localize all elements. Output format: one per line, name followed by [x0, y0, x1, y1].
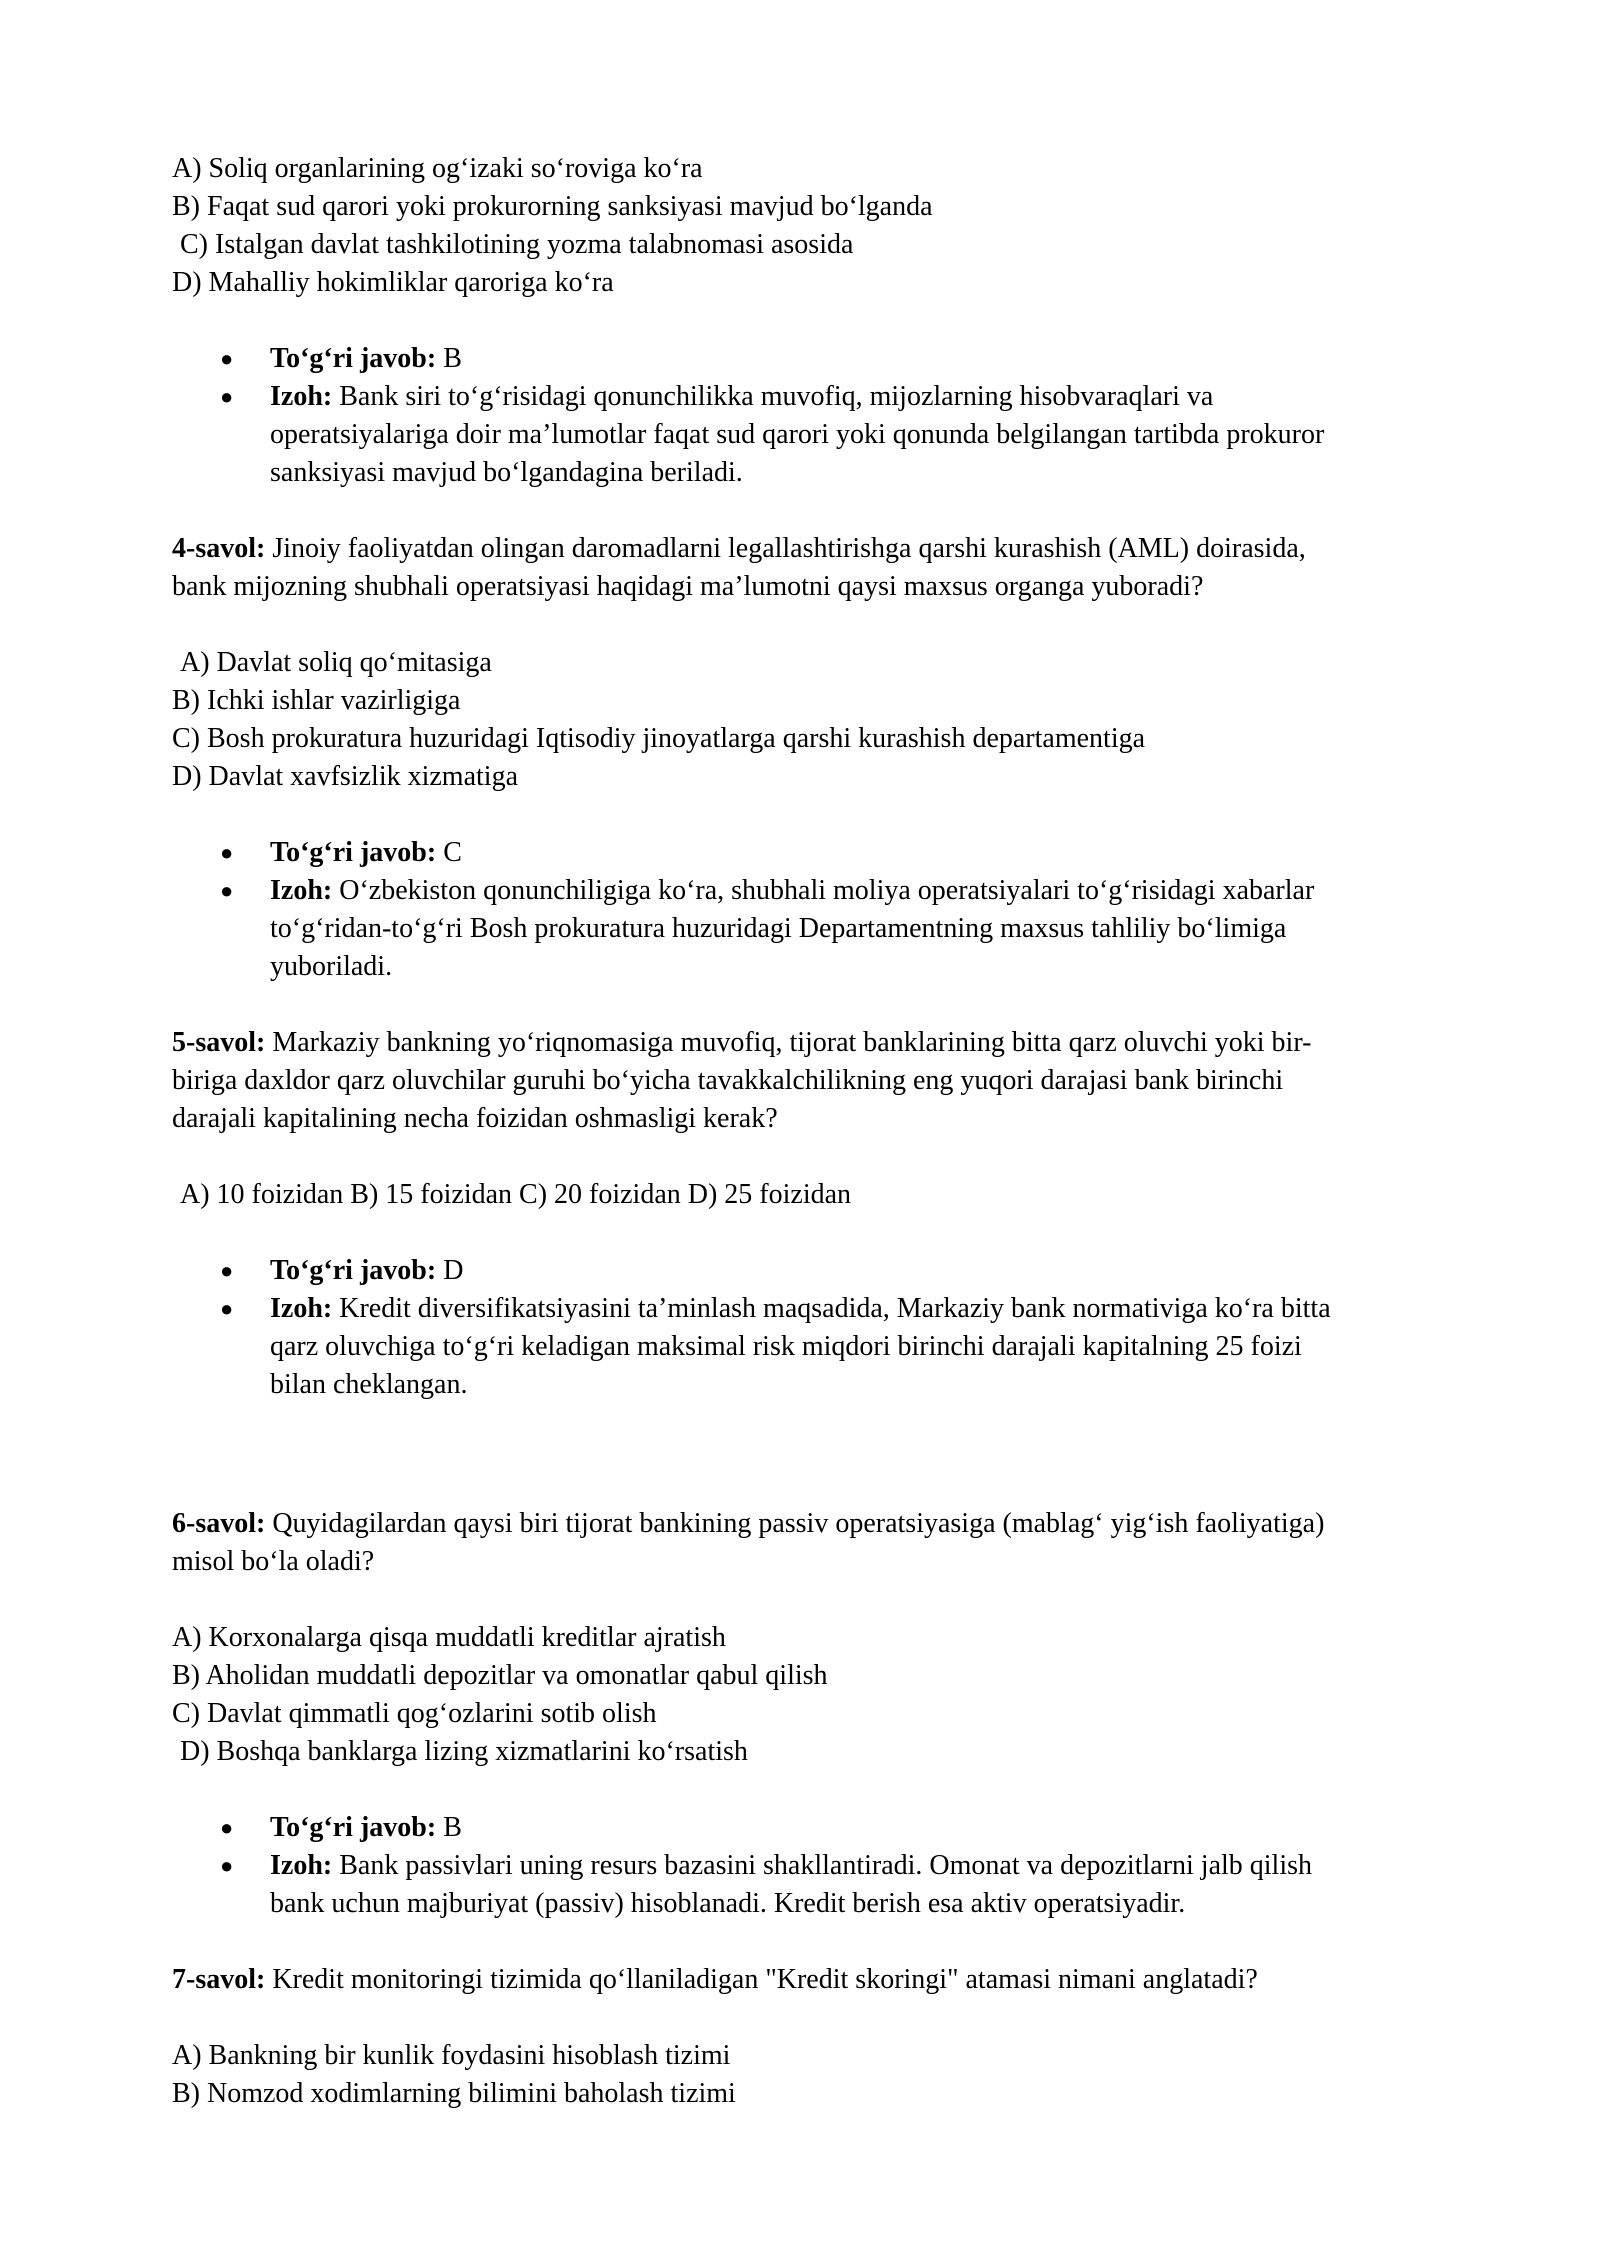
q5-correct-answer	[220, 1252, 1512, 1290]
q6-explain-line: bank uchun majburiyat (passiv) hisoblanadi. Kredit berish esa aktiv operatsiyadir.	[270, 1888, 1186, 1919]
q4-option-c: C) Bosh prokuratura huzuridagi Iqtisodiy jinoyatlarga qarshi kurashish departamentiga	[172, 723, 1146, 754]
q6-correct-answer	[220, 1809, 1512, 1847]
q6-option-d: D) Boshqa banklarga lizing xizmatlarini ko‘rsatish	[180, 1736, 748, 1767]
q7-option-a: A) Bankning bir kunlik foydasini hisoblash tizimi	[172, 2040, 731, 2071]
q5-explain-line: Kredit diversifikatsiyasini ta’minlash maqsadida, Markaziy bank normativiga ko‘ra bitta	[332, 1293, 1331, 1324]
q3-explain-line: sanksiyasi mavjud bo‘lgandagina beriladi.	[270, 457, 743, 488]
q3-option-b: B) Faqat sud qarori yoki prokurorning sanksiyasi mavjud bo‘lganda	[172, 191, 933, 222]
q6-explain-line: Bank passivlari uning resurs bazasini shakllantiradi. Omonat va depozitlarni jalb qilish	[332, 1850, 1313, 1881]
q4-text-line: Jinoiy faoliyatdan olingan daromadlarni legallashtirishga qarshi kurashish (AML) doirasida,	[265, 533, 1306, 564]
q5-text-line: biriga daxldor qarz oluvchilar guruhi bo‘yicha tavakkalchilikning eng yuqori darajasi bank birinchi	[172, 1065, 1284, 1096]
explain-label: Izoh:	[270, 381, 333, 412]
q6-option-b: B) Aholidan muddatli depozitlar va omonatlar qabul qilish	[172, 1660, 828, 1691]
q6-answer-value: B	[436, 1812, 462, 1843]
bullet-icon: ●	[220, 1853, 234, 1878]
bullet-icon: ●	[220, 384, 234, 409]
q4-explanation	[220, 872, 1512, 986]
q6-text-line: Quyidagilardan qaysi biri tijorat bankining passiv operatsiyasiga (mablag‘ yig‘ish faoliyatiga)	[265, 1508, 1325, 1539]
correct-label: To‘g‘ri javob:	[270, 1812, 437, 1843]
q5-text-line: Markaziy bankning yo‘riqnomasiga muvofiq, tijorat banklarining bitta qarz oluvchi yoki bir-	[265, 1027, 1312, 1058]
q4-text-line: bank mijozning shubhali operatsiyasi haqidagi ma’lumotni qaysi maxsus organga yuboradi?	[172, 571, 1204, 602]
q6-label: 6-savol:	[172, 1508, 266, 1539]
q5-label: 5-savol:	[172, 1027, 266, 1058]
q5-explain-line: bilan cheklangan.	[270, 1369, 468, 1400]
q5-text-line: darajali kapitalining necha foizidan oshmasligi kerak?	[172, 1103, 778, 1134]
q7-question	[172, 1961, 1512, 1999]
q3-options	[172, 150, 1512, 302]
q3-explanation	[220, 378, 1512, 492]
q3-option-a: A) Soliq organlarining og‘izaki so‘roviga ko‘ra	[172, 153, 703, 184]
q7-label: 7-savol:	[172, 1964, 266, 1995]
q6-explanation	[220, 1847, 1512, 1923]
q5-explanation	[220, 1290, 1512, 1404]
q4-option-d: D) Davlat xavfsizlik xizmatiga	[172, 761, 518, 792]
q4-answer-list	[172, 834, 1512, 986]
q6-text-line: misol bo‘la oladi?	[172, 1546, 375, 1577]
q4-explain-line: yuboriladi.	[270, 951, 393, 982]
q4-question	[172, 530, 1512, 606]
bullet-icon: ●	[220, 878, 234, 903]
explain-label: Izoh:	[270, 875, 333, 906]
q7-text: Kredit monitoringi tizimida qo‘llaniladigan "Kredit skoringi" atamasi nimani anglatadi?	[265, 1964, 1258, 1995]
q5-explain-line: qarz oluvchiga to‘g‘ri keladigan maksimal risk miqdori birinchi darajali kapitalning 25 foizi	[270, 1331, 1302, 1362]
bullet-icon: ●	[220, 1258, 234, 1283]
explain-label: Izoh:	[270, 1293, 333, 1324]
correct-label: To‘g‘ri javob:	[270, 1255, 437, 1286]
q5-answer-list	[172, 1252, 1512, 1404]
bullet-icon: ●	[220, 346, 234, 371]
q3-explain-line: operatsiyalariga doir ma’lumotlar faqat sud qarori yoki qonunda belgilangan tartibda prokuror	[270, 419, 1325, 450]
q4-correct-answer	[220, 834, 1512, 872]
q5-question	[172, 1024, 1512, 1138]
q4-options	[172, 644, 1512, 796]
bullet-icon: ●	[220, 840, 234, 865]
q3-option-c: C) Istalgan davlat tashkilotining yozma talabnomasi asosida	[180, 229, 854, 260]
q4-label: 4-savol:	[172, 533, 266, 564]
q3-answer-value: B	[436, 343, 462, 374]
q7-option-b: B) Nomzod xodimlarning bilimini baholash tizimi	[172, 2078, 736, 2109]
correct-label: To‘g‘ri javob:	[270, 343, 437, 374]
q5-options: A) 10 foizidan B) 15 foizidan C) 20 foizidan D) 25 foizidan	[180, 1179, 852, 1210]
explain-label: Izoh:	[270, 1850, 333, 1881]
q4-option-a: A) Davlat soliq qo‘mitasiga	[180, 647, 492, 678]
q6-option-c: C) Davlat qimmatli qog‘ozlarini sotib olish	[172, 1698, 657, 1729]
bullet-icon: ●	[220, 1296, 234, 1321]
q4-answer-value: C	[436, 837, 462, 868]
q4-explain-line: O‘zbekiston qonunchiligiga ko‘ra, shubhali moliya operatsiyalari to‘g‘risidagi xabarlar	[332, 875, 1315, 906]
q6-answer-list	[172, 1809, 1512, 1923]
q6-option-a: A) Korxonalarga qisqa muddatli kreditlar ajratish	[172, 1622, 726, 1653]
bullet-icon: ●	[220, 1815, 234, 1840]
q3-correct-answer	[220, 340, 1512, 378]
document-body	[172, 150, 1512, 2113]
q3-option-d: D) Mahalliy hokimliklar qaroriga ko‘ra	[172, 267, 614, 298]
q5-answer-value: D	[436, 1255, 464, 1286]
q3-explain-line: Bank siri to‘g‘risidagi qonunchilikka muvofiq, mijozlarning hisobvaraqlari va	[332, 381, 1214, 412]
q3-answer-list	[172, 340, 1512, 492]
q6-options	[172, 1619, 1512, 1771]
q4-option-b: B) Ichki ishlar vazirligiga	[172, 685, 461, 716]
q4-explain-line: to‘g‘ridan-to‘g‘ri Bosh prokuratura huzuridagi Departamentning maxsus tahliliy bo‘limiga	[270, 913, 1287, 944]
q6-question	[172, 1505, 1512, 1581]
q7-options	[172, 2037, 1512, 2113]
correct-label: To‘g‘ri javob:	[270, 837, 437, 868]
